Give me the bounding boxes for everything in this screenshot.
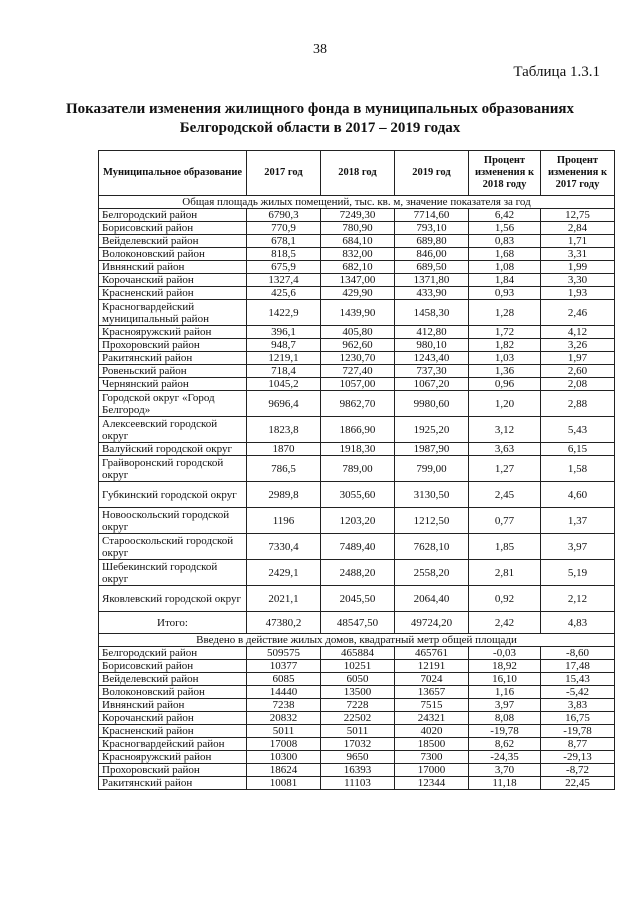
cell-v2017: 1422,9	[247, 300, 321, 326]
section-living-area	[99, 196, 615, 209]
cell-p2017: 3,30	[541, 274, 615, 287]
cell-p2018: 16,10	[469, 673, 541, 686]
cell-p2018: 0,77	[469, 508, 541, 534]
cell-v2017: 1196	[247, 508, 321, 534]
cell-v2017: 675,9	[247, 261, 321, 274]
cell-p2017: 1,93	[541, 287, 615, 300]
cell-p2017: 3,31	[541, 248, 615, 261]
cell-v2019: 799,00	[395, 456, 469, 482]
document-title	[40, 100, 600, 138]
cell-v2017: 1219,1	[247, 352, 321, 365]
cell-v2017: 425,6	[247, 287, 321, 300]
cell-p2017: 5,19	[541, 560, 615, 586]
cell-p2018: 0,96	[469, 378, 541, 391]
cell-name: Борисовский район	[99, 222, 247, 235]
cell-name: Чернянский район	[99, 378, 247, 391]
table-row	[99, 738, 615, 751]
cell-v2017: 818,5	[247, 248, 321, 261]
cell-v2018: 780,90	[321, 222, 395, 235]
cell-v2019: 1212,50	[395, 508, 469, 534]
cell-v2018: 6050	[321, 673, 395, 686]
cell-v2017: 20832	[247, 712, 321, 725]
cell-p2018: 1,03	[469, 352, 541, 365]
cell-v2018: 682,10	[321, 261, 395, 274]
cell-v2019: 7300	[395, 751, 469, 764]
cell-p2018: 1,56	[469, 222, 541, 235]
cell-p2017: 15,43	[541, 673, 615, 686]
cell-v2018: 727,40	[321, 365, 395, 378]
cell-p2018: 3,70	[469, 764, 541, 777]
cell-name: Итого:	[99, 612, 247, 634]
cell-p2017: -5,42	[541, 686, 615, 699]
cell-name: Ивнянский район	[99, 699, 247, 712]
cell-name: Красногвардейский район	[99, 738, 247, 751]
cell-name: Белгородский район	[99, 209, 247, 222]
cell-v2018: 7489,40	[321, 534, 395, 560]
cell-p2018: 1,27	[469, 456, 541, 482]
cell-v2018: 789,00	[321, 456, 395, 482]
table-row	[99, 647, 615, 660]
cell-v2017: 770,9	[247, 222, 321, 235]
cell-v2017: 2021,1	[247, 586, 321, 612]
table-row	[99, 482, 615, 508]
cell-p2017: 1,97	[541, 352, 615, 365]
cell-name: Краснояружский район	[99, 326, 247, 339]
cell-v2017: 10300	[247, 751, 321, 764]
table-row	[99, 248, 615, 261]
cell-v2019: 846,00	[395, 248, 469, 261]
cell-v2018: 5011	[321, 725, 395, 738]
cell-p2018: -0,03	[469, 647, 541, 660]
cell-name: Красногвардейский муниципальный район	[99, 300, 247, 326]
cell-v2019: 412,80	[395, 326, 469, 339]
cell-p2018: 1,16	[469, 686, 541, 699]
cell-v2019: 689,50	[395, 261, 469, 274]
table-row	[99, 751, 615, 764]
cell-name: Ивнянский район	[99, 261, 247, 274]
cell-name: Валуйский городской округ	[99, 443, 247, 456]
cell-name: Краснояружский район	[99, 751, 247, 764]
section-commissioned-housing-title: Введено в действие жилых домов, квадратный метр общей площади	[99, 634, 615, 647]
table-row	[99, 534, 615, 560]
cell-v2018: 1866,90	[321, 417, 395, 443]
cell-v2017: 678,1	[247, 235, 321, 248]
cell-v2018: 16393	[321, 764, 395, 777]
cell-p2017: 16,75	[541, 712, 615, 725]
cell-p2018: 3,63	[469, 443, 541, 456]
cell-v2018: 48547,50	[321, 612, 395, 634]
cell-p2017: -19,78	[541, 725, 615, 738]
cell-v2018: 1439,90	[321, 300, 395, 326]
cell-v2019: 17000	[395, 764, 469, 777]
cell-p2018: 1,72	[469, 326, 541, 339]
header-2019: 2019 год	[395, 151, 469, 196]
table-row	[99, 287, 615, 300]
cell-p2018: 1,36	[469, 365, 541, 378]
cell-name: Ракитянский район	[99, 352, 247, 365]
cell-name: Городской округ «Город Белгород»	[99, 391, 247, 417]
cell-v2019: 1987,90	[395, 443, 469, 456]
cell-p2017: 5,43	[541, 417, 615, 443]
cell-v2017: 10081	[247, 777, 321, 790]
cell-p2017: 1,37	[541, 508, 615, 534]
cell-p2018: 1,84	[469, 274, 541, 287]
page-number: 38	[313, 42, 327, 57]
cell-p2018: 0,92	[469, 586, 541, 612]
cell-v2019: 1925,20	[395, 417, 469, 443]
cell-p2017: 4,83	[541, 612, 615, 634]
cell-p2018: 6,42	[469, 209, 541, 222]
cell-v2018: 1347,00	[321, 274, 395, 287]
cell-p2017: 2,46	[541, 300, 615, 326]
cell-p2017: 1,58	[541, 456, 615, 482]
cell-p2017: 2,88	[541, 391, 615, 417]
cell-v2018: 10251	[321, 660, 395, 673]
cell-v2019: 7714,60	[395, 209, 469, 222]
cell-name: Старооскольский городской округ	[99, 534, 247, 560]
cell-v2019: 2064,40	[395, 586, 469, 612]
table-row	[99, 686, 615, 699]
cell-v2017: 47380,2	[247, 612, 321, 634]
cell-name: Борисовский район	[99, 660, 247, 673]
cell-p2017: 6,15	[541, 443, 615, 456]
cell-name: Новооскольский городской округ	[99, 508, 247, 534]
cell-v2017: 17008	[247, 738, 321, 751]
cell-p2018: 1,20	[469, 391, 541, 417]
table-row	[99, 777, 615, 790]
cell-v2017: 9696,4	[247, 391, 321, 417]
cell-v2019: 1067,20	[395, 378, 469, 391]
cell-name: Волоконовский район	[99, 686, 247, 699]
cell-v2018: 7249,30	[321, 209, 395, 222]
cell-v2018: 3055,60	[321, 482, 395, 508]
cell-v2019: 1243,40	[395, 352, 469, 365]
cell-v2019: 2558,20	[395, 560, 469, 586]
cell-p2017: 2,84	[541, 222, 615, 235]
cell-v2019: 3130,50	[395, 482, 469, 508]
cell-v2017: 509575	[247, 647, 321, 660]
table-row	[99, 712, 615, 725]
section-commissioned-housing	[99, 634, 615, 647]
cell-p2017: 3,97	[541, 534, 615, 560]
title-line-1: Показатели изменения жилищного фонда в муниципальных образованиях	[65, 101, 575, 117]
cell-v2018: 962,60	[321, 339, 395, 352]
cell-v2018: 405,80	[321, 326, 395, 339]
cell-name: Алексеевский городской округ	[99, 417, 247, 443]
cell-v2018: 2488,20	[321, 560, 395, 586]
cell-v2018: 429,90	[321, 287, 395, 300]
cell-p2018: 1,08	[469, 261, 541, 274]
cell-p2018: 8,08	[469, 712, 541, 725]
cell-v2017: 1045,2	[247, 378, 321, 391]
cell-p2018: 0,93	[469, 287, 541, 300]
cell-p2017: 3,26	[541, 339, 615, 352]
cell-p2018: 8,62	[469, 738, 541, 751]
cell-p2018: 3,97	[469, 699, 541, 712]
table-header-row	[99, 151, 615, 196]
cell-name: Вейделевский район	[99, 673, 247, 686]
cell-v2018: 1057,00	[321, 378, 395, 391]
cell-v2019: 793,10	[395, 222, 469, 235]
cell-p2017: 2,60	[541, 365, 615, 378]
cell-p2018: 1,82	[469, 339, 541, 352]
cell-p2018: 1,28	[469, 300, 541, 326]
table-row	[99, 209, 615, 222]
table-row	[99, 391, 615, 417]
cell-v2018: 17032	[321, 738, 395, 751]
cell-v2018: 684,10	[321, 235, 395, 248]
cell-p2018: -24,35	[469, 751, 541, 764]
cell-v2019: 12344	[395, 777, 469, 790]
table-row	[99, 222, 615, 235]
cell-name: Яковлевский городской округ	[99, 586, 247, 612]
table-row	[99, 261, 615, 274]
cell-name: Ровеньский район	[99, 365, 247, 378]
cell-p2018: 11,18	[469, 777, 541, 790]
cell-p2018: 1,85	[469, 534, 541, 560]
cell-v2017: 948,7	[247, 339, 321, 352]
cell-name: Шебекинский городской округ	[99, 560, 247, 586]
table-row	[99, 560, 615, 586]
cell-v2019: 18500	[395, 738, 469, 751]
cell-p2017: 3,83	[541, 699, 615, 712]
cell-v2019: 7024	[395, 673, 469, 686]
cell-name: Белгородский район	[99, 647, 247, 660]
cell-name: Корочанский район	[99, 712, 247, 725]
cell-v2017: 2429,1	[247, 560, 321, 586]
cell-name: Красненский район	[99, 725, 247, 738]
cell-v2017: 5011	[247, 725, 321, 738]
cell-v2017: 18624	[247, 764, 321, 777]
cell-v2018: 11103	[321, 777, 395, 790]
cell-v2018: 832,00	[321, 248, 395, 261]
total-row	[99, 612, 615, 634]
cell-p2017: 12,75	[541, 209, 615, 222]
cell-v2017: 6790,3	[247, 209, 321, 222]
cell-v2018: 22502	[321, 712, 395, 725]
header-pct-2018: Процент изменения к 2018 году	[469, 151, 541, 196]
cell-p2017: 1,99	[541, 261, 615, 274]
cell-v2017: 14440	[247, 686, 321, 699]
cell-v2017: 1327,4	[247, 274, 321, 287]
cell-v2019: 7515	[395, 699, 469, 712]
cell-name: Прохоровский район	[99, 339, 247, 352]
cell-p2017: 1,71	[541, 235, 615, 248]
cell-v2019: 24321	[395, 712, 469, 725]
cell-v2017: 7238	[247, 699, 321, 712]
header-municipality: Муниципальное образование	[99, 151, 247, 196]
cell-p2017: 2,12	[541, 586, 615, 612]
cell-name: Волоконовский район	[99, 248, 247, 261]
cell-p2017: 22,45	[541, 777, 615, 790]
cell-name: Вейделевский район	[99, 235, 247, 248]
table-row	[99, 378, 615, 391]
cell-v2018: 9862,70	[321, 391, 395, 417]
cell-v2018: 1918,30	[321, 443, 395, 456]
cell-v2017: 10377	[247, 660, 321, 673]
table-row	[99, 456, 615, 482]
table-row	[99, 352, 615, 365]
table-row	[99, 764, 615, 777]
table-row	[99, 673, 615, 686]
cell-name: Губкинский городской округ	[99, 482, 247, 508]
cell-v2018: 7228	[321, 699, 395, 712]
cell-v2019: 465761	[395, 647, 469, 660]
cell-v2017: 6085	[247, 673, 321, 686]
table-row	[99, 339, 615, 352]
cell-p2018: -19,78	[469, 725, 541, 738]
cell-p2018: 0,83	[469, 235, 541, 248]
table-row	[99, 699, 615, 712]
table-row	[99, 586, 615, 612]
cell-v2017: 1870	[247, 443, 321, 456]
cell-v2019: 1371,80	[395, 274, 469, 287]
cell-v2017: 718,4	[247, 365, 321, 378]
cell-name: Прохоровский район	[99, 764, 247, 777]
table-row	[99, 508, 615, 534]
table-row	[99, 235, 615, 248]
cell-p2018: 3,12	[469, 417, 541, 443]
cell-v2019: 737,30	[395, 365, 469, 378]
cell-v2019: 49724,20	[395, 612, 469, 634]
table-row	[99, 300, 615, 326]
header-2017: 2017 год	[247, 151, 321, 196]
table-row	[99, 725, 615, 738]
cell-p2017: -29,13	[541, 751, 615, 764]
cell-v2018: 2045,50	[321, 586, 395, 612]
cell-p2017: 4,12	[541, 326, 615, 339]
cell-v2017: 1823,8	[247, 417, 321, 443]
cell-name: Ракитянский район	[99, 777, 247, 790]
cell-v2018: 465884	[321, 647, 395, 660]
table-row	[99, 660, 615, 673]
cell-v2017: 2989,8	[247, 482, 321, 508]
cell-p2017: 8,77	[541, 738, 615, 751]
cell-v2019: 7628,10	[395, 534, 469, 560]
cell-name: Корочанский район	[99, 274, 247, 287]
cell-p2018: 2,81	[469, 560, 541, 586]
cell-v2017: 396,1	[247, 326, 321, 339]
table-row	[99, 326, 615, 339]
cell-v2018: 9650	[321, 751, 395, 764]
cell-name: Красненский район	[99, 287, 247, 300]
cell-p2018: 2,45	[469, 482, 541, 508]
cell-v2019: 9980,60	[395, 391, 469, 417]
cell-p2017: -8,60	[541, 647, 615, 660]
cell-p2018: 18,92	[469, 660, 541, 673]
header-pct-2017: Процент изменения к 2017 году	[541, 151, 615, 196]
cell-v2019: 4020	[395, 725, 469, 738]
section-living-area-title: Общая площадь жилых помещений, тыс. кв. м, значение показателя за год	[99, 196, 615, 209]
title-line-2: Белгородской области в 2017 – 2019 годах	[179, 120, 461, 136]
cell-p2018: 2,42	[469, 612, 541, 634]
cell-v2017: 786,5	[247, 456, 321, 482]
cell-v2018: 13500	[321, 686, 395, 699]
table-label: Таблица 1.3.1	[513, 64, 600, 80]
cell-v2019: 433,90	[395, 287, 469, 300]
cell-v2017: 7330,4	[247, 534, 321, 560]
table-row	[99, 417, 615, 443]
cell-v2019: 1458,30	[395, 300, 469, 326]
cell-p2017: 4,60	[541, 482, 615, 508]
table-row	[99, 365, 615, 378]
cell-v2019: 689,80	[395, 235, 469, 248]
cell-v2019: 12191	[395, 660, 469, 673]
cell-name: Грайворонский городской округ	[99, 456, 247, 482]
cell-v2019: 980,10	[395, 339, 469, 352]
housing-table	[98, 150, 615, 790]
cell-v2019: 13657	[395, 686, 469, 699]
table-row	[99, 443, 615, 456]
header-2018: 2018 год	[321, 151, 395, 196]
cell-v2018: 1230,70	[321, 352, 395, 365]
cell-p2017: 2,08	[541, 378, 615, 391]
table-row	[99, 274, 615, 287]
cell-p2017: -8,72	[541, 764, 615, 777]
cell-p2017: 17,48	[541, 660, 615, 673]
cell-v2018: 1203,20	[321, 508, 395, 534]
cell-p2018: 1,68	[469, 248, 541, 261]
